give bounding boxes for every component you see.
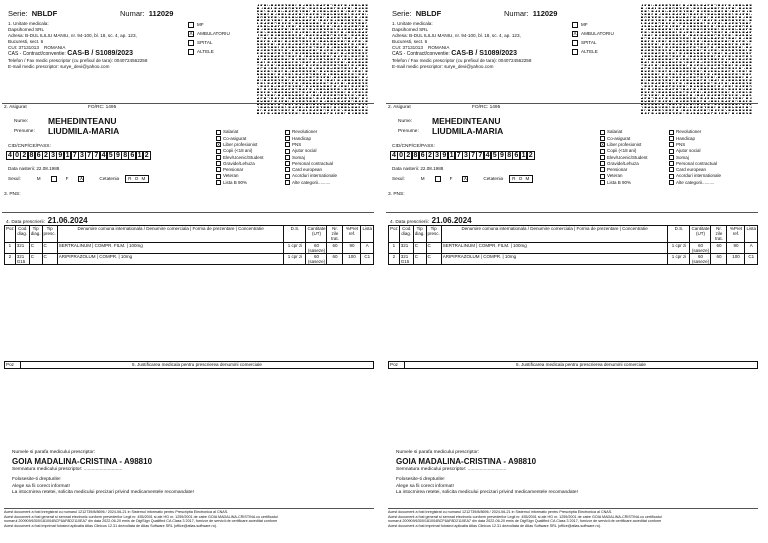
category-label: PNS — [676, 141, 686, 147]
checkbox[interactable] — [600, 155, 605, 160]
checkbox[interactable] — [216, 167, 221, 172]
checkbox[interactable] — [216, 155, 221, 160]
serie-field: Serie: NBLDF — [8, 9, 58, 18]
serie-value: NBLDF — [31, 9, 58, 18]
cell-cod: 321 G15 — [15, 254, 29, 265]
category-label: PNS — [292, 141, 302, 147]
checkbox[interactable] — [216, 149, 221, 154]
category-label: Ajutor social — [292, 148, 317, 154]
cnp-digit: 6 — [514, 152, 519, 159]
category-label: Co-asigurat — [607, 135, 631, 141]
medical-unit-block: 1. Unitate medicala: Dapsihomed SRL Adresa: B-DUL ILILIU MANIU, nr. 94-100, bl. 18, sc. 4, ap. 123, Bucuresti, sect. 6 CUI: 37131013 ROMANIA CAS - Contract/conventie: CAS-B / S1089/2023 Telefon / Fax medic prescriptor (cu prefixul de tara): 0040724562258 E-mail medic prescriptor: surye_devi@yahoo.com — [392, 21, 532, 69]
category-row — [216, 154, 264, 160]
category-row — [285, 160, 337, 166]
cell-cantitate: 60 (saseze) — [691, 254, 710, 265]
cnp-digit: 5 — [492, 152, 497, 159]
category-row — [285, 179, 337, 185]
medical-unit-block: 1. Unitate medicala: Dapsihomed SRL Adresa: B-DUL ILILIU MANIU, nr. 94-100, bl. 18, sc. 4, ap. 123, Bucuresti, sect. 6 CUI: 37131013 ROMANIA CAS - Contract/conventie: CAS-B / S1089/2023 Telefon / Fax medic prescriptor (cu prefixul de tara): 0040724562258 E-mail medic prescriptor: surye_devi@yahoo.com — [8, 21, 148, 69]
checkbox[interactable] — [600, 174, 605, 179]
cell-lista: A — [745, 242, 758, 253]
cell-ds: 1 cpr zi — [668, 254, 690, 265]
category-label: Salariat — [607, 129, 623, 135]
divider — [386, 103, 758, 104]
cell-zile: 60 — [327, 242, 343, 253]
checkbox[interactable] — [600, 136, 605, 141]
checkbox[interactable] — [669, 155, 674, 160]
divider — [386, 212, 758, 213]
cnp-digit: 9 — [442, 152, 447, 159]
category-label: Liber profesionist — [223, 141, 258, 147]
cell-tip_diag: C — [29, 242, 42, 253]
category-row — [669, 179, 721, 185]
table-row — [389, 254, 758, 265]
checkbox[interactable] — [216, 130, 221, 135]
cnp-digit: 7 — [94, 152, 99, 159]
prescription-table: Poz Cod diag. Tip diag. Tip presc. Denumire comuna internationala / Denumire comerciala | Forma de prezentare | Concentratie D.S. Cantitate (UT) Nr. zile trat. %Pret ref. Lista 1 321 C C SERTRALINUM | COMPR. FILM. | 100mg 1 cpr zi 60 (saseze) 60 90 A 2 321 G15 C C ARIPIPRAZOLUM | COMPR. | 10mg 1 cpr zi 60 (saseze) 60 100 C1 — [390, 226, 756, 265]
category-label: Personal contractual — [292, 160, 334, 166]
cnp-digit: 7 — [478, 152, 483, 159]
doctor-block: Numele si parafa medicului prescriptor: GOIA MADALINA-CRISTINA - A98810 Semnatura medicului prescriptor: ............................. Folosesite-ti drepturile! Alege sa fii corect informat! La intocmirea retetei, solicita medicului precizari privind medicamentele recomandate! — [12, 450, 194, 495]
cnp-digit: 9 — [115, 152, 120, 159]
cell-denumire: ARIPIPRAZOLUM | COMPR. | 10mg — [441, 254, 668, 265]
serie-value: NBLDF — [415, 9, 442, 18]
category-label: Handicap — [676, 135, 696, 141]
category-row — [216, 142, 264, 148]
category-label: Somaj — [292, 154, 305, 160]
patient-firstname: LIUDMILA-MARIA — [48, 126, 120, 136]
table-row — [5, 254, 374, 265]
cell-ds: 1 cpr zi — [668, 242, 690, 253]
cnp-digit: 0 — [15, 152, 20, 159]
category-row — [600, 154, 648, 160]
checkbox[interactable] — [572, 40, 578, 46]
checkbox[interactable] — [285, 149, 290, 154]
numar-value: 112029 — [532, 9, 558, 18]
doctor-block: Numele si parafa medicului prescriptor: GOIA MADALINA-CRISTINA - A98810 Semnatura medicului prescriptor: ............................. Folosesite-ti drepturile! Alege sa fii corect informat! La intocmirea retetei, solicita medicului precizari privind medicamentele recomandate! — [396, 450, 578, 495]
footer-legal: Acest document a fost inregistrat cu numarul 1212739/8/8696 / 2024-06-21 in Sistemul Informatic pentru Prescriptia Electronica al CNAS. Acest document a fost generat si semnat electronic conform prevederilor Legii nr. 455/2001 si ale HG nr. 1259/2001 de catre GOIA MADALINA-CRISTINA cu certificatul numarul 200909/6300/181004BCF6AF8D2110EA7 din data 2022-06-20 emis de DigiSign Qualified CA Class 3 2017, furnizor de servicii de certificare acreditat conform Acest document a fost imprimat folosind aplicatia Atlas Clinicus 12.31 dezvoltata de Atlas Software SRL (office@atlas-software.ro). — [4, 508, 374, 529]
prescription-copy-left: Serie: NBLDF Numar: 112029 1. Unitate medicala: Dapsihomed SRL Adresa: B-DUL ILILIU MANIU, nr. 94-100, bl. 18, sc. 4, ap. 123, Bucuresti, sect. 6 CUI: 37131013 ROMANIA CAS - Contract/conventie: CAS-B / S1089/2023 Telefon / Fax medic prescriptor (cu prefixul de tara): 0040724562258 E-mail medic prescriptor: surye_devi@yahoo.com MF X AMBULATORIU SPITAL ALTELE 2. Asigurat FO/RC: 1495 Nume: MEHEDINTEANU Prenume: LIUDMILA-MARIA CID/CNP/CE/PASS: 4 0 2 8 6 2 3 9 1 7 3 7 7 4 5 9 8 6 1 2 Data nasterii: 22.08.1988 Sexul: M F X Cetatenia R O M 3. PNS: Salariat Co-asigurat X Liber profesionist Copii (<18 ani) Elev/Ucenic/Student Gravide/Lehuza Pensionar Veteran Lista B 90% Revolutioner Handicap PNS Ajutor social Somaj Personal contractual Card european Acorduri internationale Alte categorii.......... 4. Data prescrierii: 21.06.2024 Poz Cod diag. Tip diag. Tip presc. Denumire comuna internationala / Denumire comerciala | Forma de prezentare | Concentratie D.S. Cantitate (UT) Nr. zile trat. %Pret ref. Lista 1 321 C C SERTRALINUM | COMPR. FILM. | 100mg 1 cpr zi 60 (saseze) 60 90 A 2 321 G15 C C ARIPIPRAZOLUM | COMPR. | 10mg 1 cpr zi 60 (saseze) 60 100 C1 Poz 5. Justificarea medicala pentru prescrierea denumirii comerciale Numele si parafa medicului prescriptor: GOIA MADALINA-CRISTINA - A98810 Semnatura medicului prescriptor: ............................. Folosesite-ti drepturile! Alege sa fii corect informat! La intocmirea retetei, solicita medicului precizari privind medicamentele recomandate! Acest document a fost inregistrat cu numarul 1212739/8/8696 / 2024-06-21 in Sistemul Informatic pentru Prescriptia Electronica al CNAS. Acest document a fost generat si semnat electronic conform prevederilor Legii nr. 455/2001 si ale HG nr. 1259/2001 de catre GOIA MADALINA-CRISTINA cu certificatul numarul 200909/6300/181004BCF6AF8D2110EA7 din data 2022-06-20 emis de DigiSign Qualified CA Class 3 2017, furnizor de servicii de certificare acreditat conform Acest document a fost imprimat folosind aplicatia Atlas Clinicus 12.31 dezvoltata de Atlas Software SRL (office@atlas-software.ro). — [2, 0, 380, 543]
category-row — [216, 179, 264, 185]
prescription-date: 4. Data prescrierii: 21.06.2024 — [390, 216, 472, 225]
cnp-digit: 3 — [79, 152, 84, 159]
cell-poz: 1 — [389, 242, 400, 253]
category-label: Handicap — [292, 135, 312, 141]
checkbox[interactable] — [285, 180, 290, 185]
patient-surname: MEHEDINTEANU — [432, 116, 501, 126]
checkbox[interactable] — [600, 167, 605, 172]
cnp-digit: 1 — [449, 152, 454, 159]
category-label: Copii (<18 ani) — [223, 148, 253, 154]
checkbox[interactable] — [216, 174, 221, 179]
category-list-right — [285, 129, 337, 186]
category-row — [285, 173, 337, 179]
cnp-boxes — [390, 151, 534, 160]
cell-tip_diag: C — [413, 254, 426, 265]
category-label: Lista B 90% — [223, 179, 248, 185]
checkbox[interactable] — [669, 142, 674, 147]
unit-type-row: X AMBULATORIU — [189, 30, 230, 37]
cnp-digit: 1 — [137, 152, 142, 159]
category-label: Alte categorii.......... — [676, 179, 715, 185]
cell-tip_presc: C — [426, 254, 441, 265]
checkbox[interactable] — [285, 136, 290, 141]
category-label: Card european — [676, 167, 707, 173]
sex-m-checkbox[interactable] — [435, 176, 441, 182]
cell-cod: 321 — [399, 242, 413, 253]
cell-denumire: ARIPIPRAZOLUM | COMPR. | 10mg — [57, 254, 284, 265]
unit-type-row: X AMBULATORIU — [573, 30, 614, 37]
table-row — [389, 242, 758, 253]
cnp-digit: 5 — [108, 152, 113, 159]
patient-firstname: LIUDMILA-MARIA — [432, 126, 504, 136]
cell-cod: 321 G15 — [399, 254, 413, 265]
category-label: Pensionar — [607, 167, 628, 173]
category-list-right — [669, 129, 721, 186]
cell-cantitate: 60 (saseze) — [691, 242, 710, 253]
category-label: Revolutioner — [292, 129, 318, 135]
cell-cod: 321 — [15, 242, 29, 253]
unit-type-checklist — [188, 20, 248, 56]
sex-f-checkbox[interactable]: X — [463, 175, 468, 182]
cell-pret: 100 — [343, 254, 361, 265]
cell-tip_diag: C — [413, 242, 426, 253]
category-label: Elev/Ucenic/Student — [607, 154, 648, 160]
checkbox[interactable] — [669, 130, 674, 135]
cnp-digit: 3 — [435, 152, 440, 159]
cell-poz: 1 — [5, 242, 16, 253]
cnp-digit: 8 — [29, 152, 34, 159]
cell-tip_diag: C — [29, 254, 42, 265]
cnp-digit: 8 — [123, 152, 128, 159]
checkbox[interactable] — [669, 174, 674, 179]
divider — [2, 103, 374, 104]
checkbox[interactable] — [600, 149, 605, 154]
category-label: Gravide/Lehuza — [223, 160, 255, 166]
cnp-digit: 4 — [485, 152, 490, 159]
cnp-digit: 0 — [399, 152, 404, 159]
unit-type-row: ALTELE — [572, 47, 632, 56]
doctor-name: GOIA MADALINA-CRISTINA - A98810 — [396, 456, 537, 466]
cnp-digit: 8 — [507, 152, 512, 159]
qr-code — [641, 4, 753, 114]
checkbox[interactable] — [216, 161, 221, 166]
unit-type-row: SPITAL — [572, 38, 632, 47]
category-label: Elev/Ucenic/Student — [223, 154, 264, 160]
cnp-digit: 6 — [420, 152, 425, 159]
cell-pret: 90 — [727, 242, 745, 253]
cell-zile: 60 — [711, 242, 727, 253]
category-label: Salariat — [223, 129, 239, 135]
cell-ds: 1 cpr zi — [284, 254, 306, 265]
cell-zile: 60 — [711, 254, 727, 265]
unit-type-row: ALTELE — [188, 47, 248, 56]
unit-type-row: MF — [572, 20, 632, 29]
cell-denumire: SERTRALINUM | COMPR. FILM. | 100mg — [57, 242, 284, 253]
cnp-digit: 7 — [87, 152, 92, 159]
checkbox[interactable]: X — [573, 30, 577, 37]
checkbox[interactable] — [216, 180, 221, 185]
cnp-digit: 2 — [22, 152, 27, 159]
numar-field: Numar: 112029 — [504, 9, 558, 18]
cnp-digit: 4 — [391, 152, 396, 159]
cell-cantitate: 60 (saseze) — [307, 242, 326, 253]
qr-code — [257, 4, 369, 114]
cell-cantitate: 60 (saseze) — [307, 254, 326, 265]
cell-tip_presc: C — [42, 254, 57, 265]
category-label: Co-asigurat — [223, 135, 247, 141]
checkbox[interactable] — [285, 167, 290, 172]
cnp-digit: 6 — [130, 152, 135, 159]
footer-legal: Acest document a fost inregistrat cu numarul 1212739/8/8696 / 2024-06-21 in Sistemul Informatic pentru Prescriptia Electronica al CNAS. Acest document a fost generat si semnat electronic conform prevederilor Legii nr. 455/2001 si ale HG nr. 1259/2001 de catre GOIA MADALINA-CRISTINA cu certificatul numarul 200909/6300/181004BCF6AF8D2110EA7 din data 2022-06-20 emis de DigiSign Qualified CA Class 3 2017, furnizor de servicii de certificare acreditat conform Acest document a fost imprimat folosind aplicatia Atlas Clinicus 12.31 dezvoltata de Atlas Software SRL (office@atlas-software.ro). — [388, 508, 758, 529]
category-label: Revolutioner — [676, 129, 702, 135]
category-label: Gravide/Lehuza — [607, 160, 639, 166]
sex-f-checkbox[interactable]: X — [79, 175, 84, 182]
justification-row: Poz 5. Justificarea medicala pentru prescrierea denumirii comerciale — [388, 361, 758, 369]
checkbox[interactable] — [669, 149, 674, 154]
cnp-digit: 8 — [413, 152, 418, 159]
category-label: Pensionar — [223, 167, 244, 173]
checkbox[interactable] — [188, 49, 194, 55]
cas-contract: CAS-B / S1089/2023 — [451, 50, 517, 58]
citizenship-value: R O M — [509, 175, 533, 183]
checkbox[interactable] — [572, 49, 578, 55]
checkbox[interactable] — [669, 167, 674, 172]
checkbox[interactable] — [572, 22, 578, 28]
cnp-digit: 2 — [43, 152, 48, 159]
cnp-digit: 2 — [528, 152, 533, 159]
cell-lista: A — [361, 242, 374, 253]
table-row — [5, 242, 374, 253]
category-label: Lista B 90% — [607, 179, 632, 185]
category-list-left — [600, 129, 648, 186]
cnp-digit: 6 — [36, 152, 41, 159]
cnp-digit: 1 — [65, 152, 70, 159]
cnp-digit: 2 — [144, 152, 149, 159]
category-label: Veteran — [607, 173, 623, 179]
prescription-date: 4. Data prescrierii: 21.06.2024 — [6, 216, 88, 225]
category-row — [669, 160, 721, 166]
checkbox[interactable] — [600, 130, 605, 135]
category-list-left — [216, 129, 264, 186]
category-row — [600, 142, 648, 148]
cnp-digit: 3 — [463, 152, 468, 159]
category-label: Alte categorii.......... — [292, 179, 331, 185]
checkbox[interactable]: X — [189, 30, 193, 37]
cell-tip_presc: C — [426, 242, 441, 253]
cell-poz: 2 — [5, 254, 16, 265]
checkbox[interactable] — [600, 161, 605, 166]
checkbox[interactable]: X — [217, 142, 220, 148]
cnp-digit: 2 — [427, 152, 432, 159]
category-label: Copii (<18 ani) — [607, 148, 637, 154]
category-label: Liber profesionist — [607, 141, 642, 147]
checkbox[interactable] — [669, 136, 674, 141]
checkbox[interactable] — [285, 161, 290, 166]
divider — [2, 212, 374, 213]
sex-m-checkbox[interactable] — [51, 176, 57, 182]
category-label: Acorduri internationale — [676, 173, 722, 179]
sex-row: Sexul: M F X Cetatenia R O M — [392, 175, 533, 183]
unit-type-row: MF — [188, 20, 248, 29]
cell-denumire: SERTRALINUM | COMPR. FILM. | 100mg — [441, 242, 668, 253]
unit-type-checklist — [572, 20, 632, 56]
cnp-boxes — [6, 151, 150, 160]
unit-type-row: SPITAL — [188, 38, 248, 47]
checkbox[interactable] — [188, 22, 194, 28]
checkbox[interactable] — [600, 180, 605, 185]
cell-lista: C1 — [361, 254, 374, 265]
checkbox[interactable] — [188, 40, 194, 46]
category-row — [669, 173, 721, 179]
cnp-digit: 7 — [471, 152, 476, 159]
cell-poz: 2 — [389, 254, 400, 265]
serie-field: Serie: NBLDF — [392, 9, 442, 18]
cnp-digit: 7 — [72, 152, 77, 159]
justification-row: Poz 5. Justificarea medicala pentru prescrierea denumirii comerciale — [4, 361, 374, 369]
cnp-digit: 3 — [51, 152, 56, 159]
sex-row: Sexul: M F X Cetatenia R O M — [8, 175, 149, 183]
cell-pret: 100 — [727, 254, 745, 265]
cnp-digit: 2 — [406, 152, 411, 159]
category-label: Personal contractual — [676, 160, 718, 166]
cell-lista: C1 — [745, 254, 758, 265]
numar-value: 112029 — [148, 9, 174, 18]
category-label: Veteran — [223, 173, 239, 179]
checkbox[interactable] — [285, 174, 290, 179]
prescription-table: Poz Cod diag. Tip diag. Tip presc. Denumire comuna internationala / Denumire comerciala | Forma de prezentare | Concentratie D.S. Cantitate (UT) Nr. zile trat. %Pret ref. Lista 1 321 C C SERTRALINUM | COMPR. FILM. | 100mg 1 cpr zi 60 (saseze) 60 90 A 2 321 G15 C C ARIPIPRAZOLUM | COMPR. | 10mg 1 cpr zi 60 (saseze) 60 100 C1 — [6, 226, 372, 265]
cell-ds: 1 cpr zi — [284, 242, 306, 253]
checkbox[interactable] — [669, 161, 674, 166]
category-label: Card european — [292, 167, 323, 173]
numar-field: Numar: 112029 — [120, 9, 174, 18]
checkbox[interactable] — [216, 136, 221, 141]
checkbox[interactable] — [285, 142, 290, 147]
prescription-copy-right: Serie: NBLDF Numar: 112029 1. Unitate medicala: Dapsihomed SRL Adresa: B-DUL ILILIU MANIU, nr. 94-100, bl. 18, sc. 4, ap. 123, Bucuresti, sect. 6 CUI: 37131013 ROMANIA CAS - Contract/conventie: CAS-B / S1089/2023 Telefon / Fax medic prescriptor (cu prefixul de tara): 0040724562258 E-mail medic prescriptor: surye_devi@yahoo.com MF X AMBULATORIU SPITAL ALTELE 2. Asigurat FO/RC: 1495 Nume: MEHEDINTEANU Prenume: LIUDMILA-MARIA CID/CNP/CE/PASS: 4 0 2 8 6 2 3 9 1 7 3 7 7 4 5 9 8 6 1 2 Data nasterii: 22.08.1988 Sexul: M F X Cetatenia R O M 3. PNS: Salariat Co-asigurat X Liber profesionist Copii (<18 ani) Elev/Ucenic/Student Gravide/Lehuza Pensionar Veteran Lista B 90% Revolutioner Handicap PNS Ajutor social Somaj Personal contractual Card european Acorduri internationale Alte categorii.......... 4. Data prescrierii: 21.06.2024 Poz Cod diag. Tip diag. Tip presc. Denumire comuna internationala / Denumire comerciala | Forma de prezentare | Concentratie D.S. Cantitate (UT) Nr. zile trat. %Pret ref. Lista 1 321 C C SERTRALINUM | COMPR. FILM. | 100mg 1 cpr zi 60 (saseze) 60 90 A 2 321 G15 C C ARIPIPRAZOLUM | COMPR. | 10mg 1 cpr zi 60 (saseze) 60 100 C1 Poz 5. Justificarea medicala pentru prescrierea denumirii comerciale Numele si parafa medicului prescriptor: GOIA MADALINA-CRISTINA - A98810 Semnatura medicului prescriptor: ............................. Folosesite-ti drepturile! Alege sa fii corect informat! La intocmirea retetei, solicita medicului precizari privind medicamentele recomandate! Acest document a fost inregistrat cu numarul 1212739/8/8696 / 2024-06-21 in Sistemul Informatic pentru Prescriptia Electronica al CNAS. Acest document a fost generat si semnat electronic conform prevederilor Legii nr. 455/2001 si ale HG nr. 1259/2001 de catre GOIA MADALINA-CRISTINA cu certificatul numarul 200909/6300/181004BCF6AF8D2110EA7 din data 2022-06-20 emis de DigiSign Qualified CA Class 3 2017, furnizor de servicii de certificare acreditat conform Acest document a fost imprimat folosind aplicatia Atlas Clinicus 12.31 dezvoltata de Atlas Software SRL (office@atlas-software.ro). — [386, 0, 764, 543]
cell-tip_presc: C — [42, 242, 57, 253]
cell-pret: 90 — [343, 242, 361, 253]
patient-surname: MEHEDINTEANU — [48, 116, 117, 126]
cas-contract: CAS-B / S1089/2023 — [67, 50, 133, 58]
checkbox[interactable] — [669, 180, 674, 185]
checkbox[interactable] — [285, 155, 290, 160]
cnp-digit: 4 — [101, 152, 106, 159]
cnp-digit: 9 — [58, 152, 63, 159]
category-label: Ajutor social — [676, 148, 701, 154]
cnp-digit: 9 — [499, 152, 504, 159]
checkbox[interactable] — [285, 130, 290, 135]
category-label: Acorduri internationale — [292, 173, 338, 179]
cnp-digit: 1 — [521, 152, 526, 159]
cell-zile: 60 — [327, 254, 343, 265]
category-row — [600, 179, 648, 185]
doctor-name: GOIA MADALINA-CRISTINA - A98810 — [12, 456, 153, 466]
citizenship-value: R O M — [125, 175, 149, 183]
cnp-digit: 4 — [7, 152, 12, 159]
cnp-digit: 7 — [456, 152, 461, 159]
checkbox[interactable]: X — [601, 142, 604, 148]
category-label: Somaj — [676, 154, 689, 160]
